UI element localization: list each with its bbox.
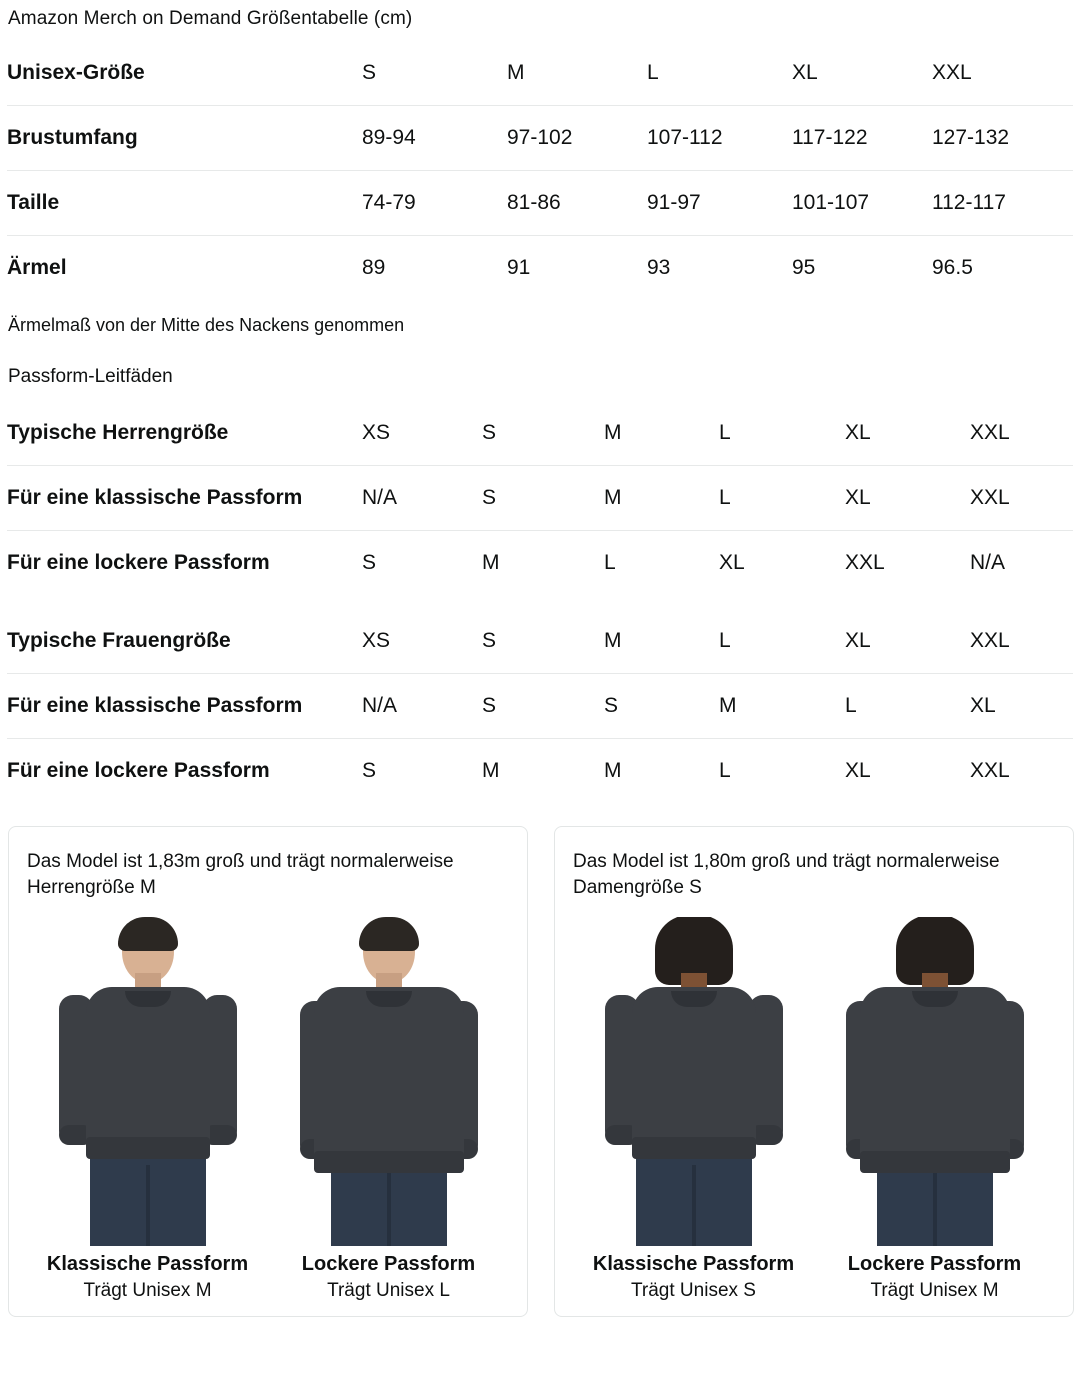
model-photo-loose-male xyxy=(270,917,508,1247)
cell: XL xyxy=(719,531,845,596)
cell: M xyxy=(482,739,604,804)
cell: 89 xyxy=(362,236,507,301)
card-description: Das Model ist 1,80m groß und trägt normalerweise Damengröße S xyxy=(573,851,1000,898)
cell: N/A xyxy=(970,531,1074,596)
row-label: Für eine lockere Passform xyxy=(7,531,363,596)
table-row xyxy=(7,106,1074,171)
cell: 91 xyxy=(507,236,647,301)
row-label: Unisex-Größe xyxy=(7,61,145,84)
mens-fit-table xyxy=(6,400,1074,596)
figure-sublabel: Trägt Unisex S xyxy=(631,1280,756,1301)
cell: XXL xyxy=(970,629,1010,652)
cell: XL xyxy=(845,421,871,444)
row-label: Für eine klassische Passform xyxy=(7,466,363,531)
cell: XXL xyxy=(970,466,1074,531)
cell: XL xyxy=(792,61,818,84)
figure-loose-fit-male xyxy=(270,917,508,1302)
fit-guides-title: Passform-Leitfäden xyxy=(8,366,173,387)
cell: L xyxy=(845,674,970,739)
cell: XXL xyxy=(932,61,972,84)
cell: 93 xyxy=(647,236,792,301)
figure-label: Lockere Passform xyxy=(847,1253,1022,1275)
cell: M xyxy=(604,421,622,444)
cell: 101-107 xyxy=(792,171,932,236)
cell: XXL xyxy=(970,421,1010,444)
model-photo-classic-female xyxy=(575,917,813,1247)
cell: 81-86 xyxy=(507,171,647,236)
cell: 91-97 xyxy=(647,171,792,236)
cell: 95 xyxy=(792,236,932,301)
figure-label: Klassische Passform xyxy=(46,1253,249,1275)
cell: S xyxy=(482,674,604,739)
cell: N/A xyxy=(362,466,482,531)
table-row xyxy=(7,739,1074,804)
cell: L xyxy=(604,531,719,596)
cell: S xyxy=(362,531,482,596)
sleeve-measure-note: Ärmelmaß von der Mitte des Nackens genommen xyxy=(8,315,405,335)
table-row xyxy=(7,236,1074,301)
cell: 96.5 xyxy=(932,236,1074,301)
cell: 112-117 xyxy=(932,171,1074,236)
table-row xyxy=(7,674,1074,739)
cell: 117-122 xyxy=(792,106,932,171)
cell: N/A xyxy=(362,674,482,739)
cell: XL xyxy=(970,674,1074,739)
male-model-card xyxy=(8,826,528,1317)
row-label: Taille xyxy=(7,171,363,236)
cell: 74-79 xyxy=(362,171,507,236)
cell: M xyxy=(507,61,525,84)
cell: L xyxy=(719,421,731,444)
figure-sublabel: Trägt Unisex M xyxy=(83,1280,212,1301)
cell: L xyxy=(719,739,845,804)
cell: M xyxy=(719,674,845,739)
model-cards xyxy=(6,826,1074,1317)
model-photo-loose-female xyxy=(816,917,1054,1247)
cell: 97-102 xyxy=(507,106,647,171)
row-label: Für eine klassische Passform xyxy=(7,674,363,739)
unisex-size-table xyxy=(6,40,1074,301)
cell: L xyxy=(719,629,731,652)
cell: XS xyxy=(362,421,391,444)
figure-classic-fit-female xyxy=(575,917,813,1302)
table-row xyxy=(7,401,1074,466)
row-label: Ärmel xyxy=(7,236,363,301)
cell: XL xyxy=(845,629,871,652)
cell: L xyxy=(647,61,659,84)
figure-sublabel: Trägt Unisex L xyxy=(327,1280,450,1301)
cell: XS xyxy=(362,629,391,652)
table-row xyxy=(7,609,1074,674)
cell: XL xyxy=(845,739,970,804)
cell: S xyxy=(482,421,497,444)
cell: XL xyxy=(845,466,970,531)
table-row xyxy=(7,41,1074,106)
row-label: Für eine lockere Passform xyxy=(7,739,363,804)
figure-label: Lockere Passform xyxy=(301,1253,476,1275)
row-label: Typische Frauengröße xyxy=(7,629,231,652)
cell: XXL xyxy=(970,739,1074,804)
page-title: Amazon Merch on Demand Größentabelle (cm) xyxy=(8,8,413,29)
table-row xyxy=(7,466,1074,531)
cell: M xyxy=(604,629,622,652)
cell: S xyxy=(482,466,604,531)
figure-loose-fit-female xyxy=(816,917,1054,1302)
cell: XXL xyxy=(845,531,970,596)
row-label: Brustumfang xyxy=(7,106,363,171)
figure-sublabel: Trägt Unisex M xyxy=(870,1280,999,1301)
cell: 127-132 xyxy=(932,106,1074,171)
row-label: Typische Herrengröße xyxy=(7,421,229,444)
cell: M xyxy=(604,466,719,531)
figure-label: Klassische Passform xyxy=(592,1253,795,1275)
cell: M xyxy=(604,739,719,804)
cell: L xyxy=(719,466,845,531)
cell: 107-112 xyxy=(647,106,792,171)
cell: 89-94 xyxy=(362,106,507,171)
cell: M xyxy=(482,531,604,596)
table-row xyxy=(7,531,1074,596)
womens-fit-table xyxy=(6,608,1074,804)
cell: S xyxy=(604,674,719,739)
figure-classic-fit-male xyxy=(29,917,267,1302)
cell: S xyxy=(362,739,482,804)
table-row xyxy=(7,171,1074,236)
model-photo-classic-male xyxy=(29,917,267,1247)
cell: S xyxy=(482,629,497,652)
cell: S xyxy=(362,61,377,84)
card-description: Das Model ist 1,83m groß und trägt normalerweise Herrengröße M xyxy=(27,851,454,898)
female-model-card xyxy=(554,826,1074,1317)
